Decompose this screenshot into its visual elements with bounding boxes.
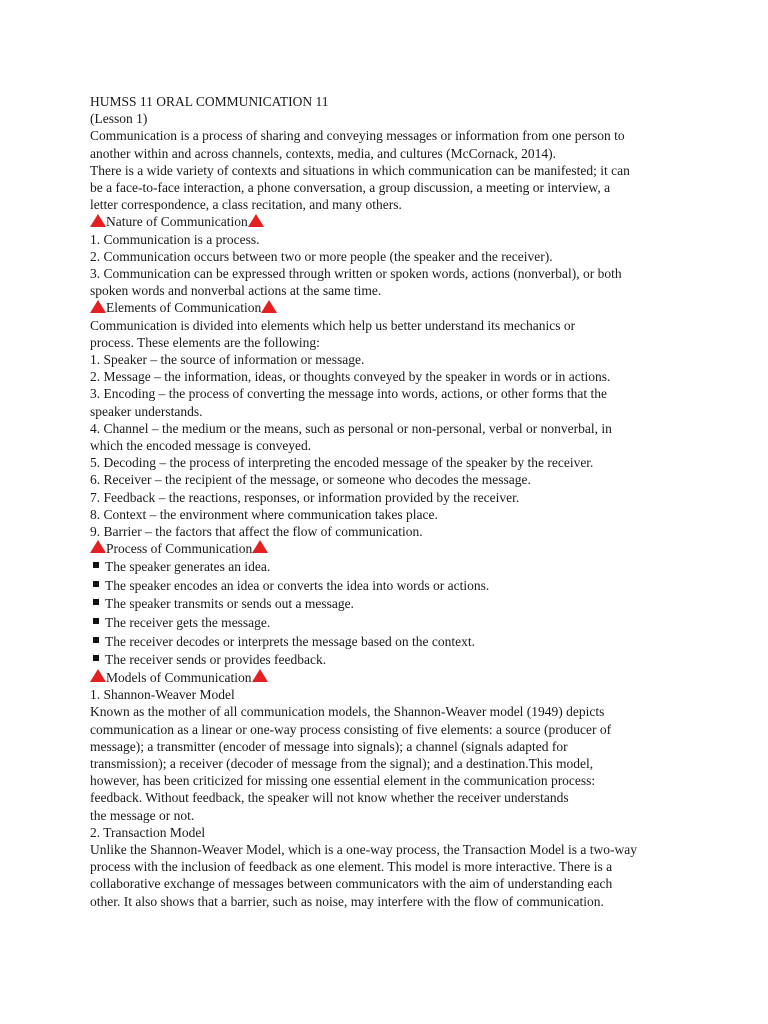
paragraph-line: the message or not.: [90, 807, 195, 823]
bullet-text: The receiver decodes or interprets the message based on the context.: [105, 633, 475, 649]
paragraph-line: transmission); a receiver (decoder of message from the signal); and a destination.This model,: [90, 756, 594, 771]
section-heading-process: [90, 540, 730, 557]
bullet-text: The receiver gets the message.: [105, 614, 271, 630]
model-subheading: 2. Transaction Model: [90, 824, 206, 840]
red-triangle-icon: [248, 214, 264, 227]
list-item: 1. Speaker – the source of information or message.: [90, 352, 365, 368]
list-item: 8. Context – the environment where communication takes place.: [90, 506, 438, 522]
paragraph-line: message); a transmitter (encoder of message into signals); a channel (signals adapted for: [90, 738, 568, 754]
document-title: HUMSS 11 ORAL COMMUNICATION 11: [90, 94, 329, 109]
bullet-text: The speaker encodes an idea or converts the idea into words or actions.: [105, 577, 490, 593]
paragraph-line: however, has been criticized for missing one essential element in the communication process:: [90, 773, 596, 789]
list-item: spoken words and nonverbal actions at the same time.: [90, 283, 382, 299]
red-triangle-icon: [90, 214, 106, 227]
square-bullet-icon: [93, 655, 99, 661]
red-triangle-icon: [90, 300, 106, 313]
paragraph-line: collaborative exchange of messages between communicators with the aim of understanding each: [90, 876, 613, 892]
bullet-item: [90, 576, 730, 595]
paragraph-line: process with the inclusion of feedback as one element. This model is more interactive. There is a: [90, 859, 613, 875]
section-heading-nature: [90, 213, 730, 230]
intro-line: be a face-to-face interaction, a phone conversation, a group discussion, a meeting or interview, a: [90, 180, 611, 196]
list-item: 3. Encoding – the process of converting the message into words, actions, or other forms that the: [90, 386, 608, 402]
section-heading-elements: [90, 299, 730, 316]
bullet-text: The speaker transmits or sends out a message.: [105, 596, 354, 612]
list-item: 3. Communication can be expressed through written or spoken words, actions (nonverbal), or both: [90, 266, 622, 282]
red-triangle-icon: [252, 540, 268, 553]
intro-line: letter correspondence, a class recitation, and many others.: [90, 197, 402, 213]
red-triangle-icon: [90, 540, 106, 553]
section-heading-models: [90, 669, 730, 686]
paragraph-line: feedback. Without feedback, the speaker will not know whether the receiver understands: [90, 790, 569, 806]
section-heading-label: Process of Communication: [106, 541, 253, 557]
red-triangle-icon: [261, 300, 277, 313]
list-item: which the encoded message is conveyed.: [90, 438, 312, 454]
intro-line: There is a wide variety of contexts and situations in which communication can be manifested; it can: [90, 162, 630, 178]
section-heading-label: Elements of Communication: [106, 300, 262, 316]
square-bullet-icon: [93, 581, 99, 587]
list-item: 7. Feedback – the reactions, responses, or information provided by the receiver.: [90, 489, 520, 505]
list-item: 2. Message – the information, ideas, or thoughts conveyed by the speaker in words or in actions.: [90, 369, 611, 385]
square-bullet-icon: [93, 599, 99, 605]
intro-line: another within and across channels, contexts, media, and cultures (McCornack, 2014).: [90, 145, 556, 161]
bullet-item: [90, 650, 730, 669]
document-page: [90, 93, 730, 910]
list-item: 5. Decoding – the process of interpreting the encoded message of the speaker by the receiver.: [90, 455, 594, 471]
section-heading-label: Nature of Communication: [106, 214, 248, 230]
elements-list: [90, 317, 730, 541]
nature-list: [90, 231, 730, 300]
list-item: 6. Receiver – the recipient of the message, or someone who decodes the message.: [90, 472, 531, 488]
list-item: Communication is divided into elements which help us better understand its mechanics or: [90, 317, 576, 333]
bullet-item: [90, 557, 730, 576]
bullet-text: The receiver sends or provides feedback.: [105, 652, 327, 668]
bullet-item: [90, 595, 730, 614]
square-bullet-icon: [93, 562, 99, 568]
list-item: speaker understands.: [90, 403, 203, 419]
models-text: [90, 686, 730, 910]
paragraph-line: communication as a linear or one-way process consisting of five elements: a source (producer of: [90, 721, 612, 737]
list-item: 4. Channel – the medium or the means, such as personal or non-personal, verbal or nonverbal, in: [90, 420, 612, 436]
lesson-label: (Lesson 1): [90, 111, 148, 127]
bullet-text: The speaker generates an idea.: [105, 559, 271, 575]
red-triangle-icon: [252, 669, 268, 682]
paragraph-line: Known as the mother of all communication models, the Shannon-Weaver model (1949) depicts: [90, 704, 605, 720]
bullet-item: [90, 613, 730, 632]
red-triangle-icon: [90, 669, 106, 682]
section-heading-label: Models of Communication: [106, 670, 252, 685]
square-bullet-icon: [93, 637, 99, 643]
list-item: 2. Communication occurs between two or more people (the speaker and the receiver).: [90, 248, 553, 264]
list-item: process. These elements are the following:: [90, 334, 320, 350]
model-subheading: 1. Shannon-Weaver Model: [90, 687, 235, 703]
square-bullet-icon: [93, 618, 99, 624]
paragraph-line: Unlike the Shannon-Weaver Model, which is a one-way process, the Transaction Model is a two-way: [90, 842, 638, 858]
bullet-item: [90, 632, 730, 651]
paragraph-line: other. It also shows that a barrier, such as noise, may interfere with the flow of communication.: [90, 893, 604, 909]
intro-line: Communication is a process of sharing and conveying messages or information from one person to: [90, 128, 625, 144]
list-item: 9. Barrier – the factors that affect the flow of communication.: [90, 524, 423, 540]
intro-paragraph: [90, 127, 730, 213]
process-bullet-list: [90, 557, 730, 669]
list-item: 1. Communication is a process.: [90, 231, 260, 247]
